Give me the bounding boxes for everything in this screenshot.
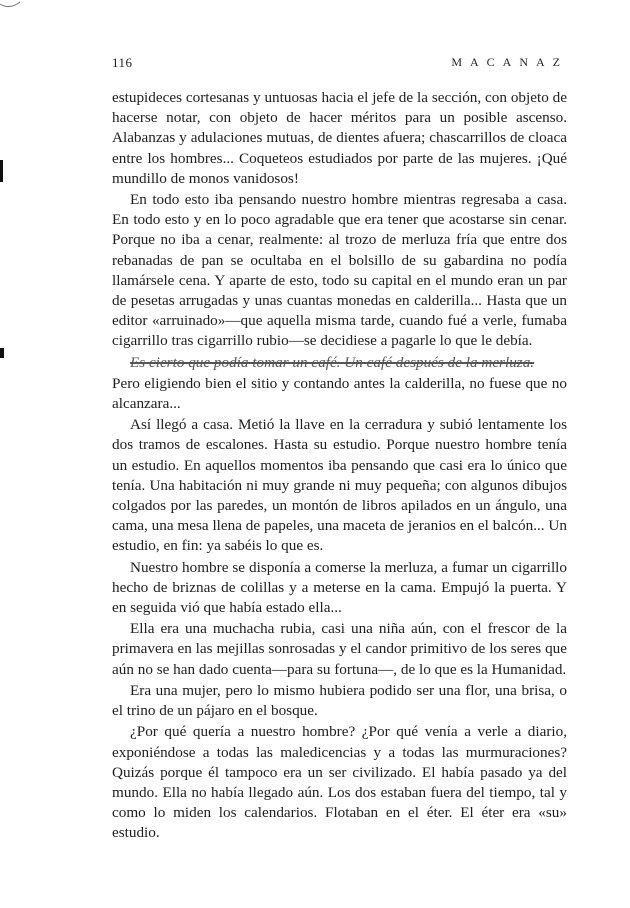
paragraph: En todo esto iba pensando nuestro hombre mientras regresaba a casa. En todo esto y en lo poco agradable que era tener que acostarse sin cenar. Porque no iba a cenar, realmente: al trozo de merluza fría que entre dos rebanadas de pan se ocultaba en el bolsillo de su gabardina no podía llamársele cena. Y aparte de esto, todo su capital en el mundo eran un par de pesetas arrugadas y unas cuantas monedas en calderilla... Hasta que un editor «arruinado»—que aquella misma tarde, cuando fué a verle, fumaba cigarrillo tras cigarrillo rubio—se decidiese a pagarle lo que le debía. [112,191,567,350]
struck-paragraph: Es cierto que podía tomar un café. Un café después de la merluza. [130,353,535,371]
paragraph: Nuestro hombre se disponía a comerse la merluza, a fumar un cigarrillo hecho de briznas de colillas y a meterse en la cama. Empujó la puerta. Y en seguida vió que había estado ella... [112,558,567,617]
paragraph: estupideces cortesanas y untuosas hacia el jefe de la sección, con objeto de hacerse notar, con objeto de hacer méritos para un posible ascenso. Alabanzas y adulaciones mutuas, de dientes afuera; chascarrillos de cloaca entre los hombres... Coqueteos estudiados por parte de las mujeres. ¡Qué mundillo de monos vanidosos! [112,89,567,187]
running-title: MACANAZ [451,55,568,69]
paragraph: Era una mujer, pero lo mismo hubiera podido ser una flor, una brisa, o el trino de un pájaro en el bosque. [112,681,567,720]
page-header [112,55,568,73]
paragraph: Ella era una muchacha rubia, casi una niña aún, con el frescor de la primavera en las mejillas sonrosadas y el candor primitivo de los seres que aún no se han dado cuenta—para su fortuna—, de lo que es la Humanidad. [112,620,567,678]
paragraph: ¿Por qué quería a nuestro hombre? ¿Por qué venía a verle a diario, exponiéndose a todas las maledicencias y a todas las murmuraciones? Quizás porque él tampoco era un ser civilizado. El había pasado ya del mundo. Ella no había llegado aún. Los dos estaban fuera del tiempo, tal y como lo miden los calendarios. Flotaban en el éter. El éter era «su» estudio. [112,723,567,842]
page-number: 116 [112,55,133,70]
paragraph: Así llegó a casa. Metió la llave en la cerradura y subió lentamente los dos tramos de escalones. Hasta su estudio. Porque nuestro hombre tenía un estudio. En aquellos momentos iba pensando que casi era lo único que tenía. Una habitación ni muy grande ni muy pequeña; con algunos dibujos colgados por las paredes, un montón de libros apilados en un ángulo, una cama, una mesa llena de papeles, una maceta de jeranios en el balcón... Un estudio, en fin: ya sabéis lo que es. [112,416,567,555]
body-text [112,88,567,844]
left-edge-scan-mark [0,160,3,182]
corner-scan-mark [0,0,24,12]
paragraph: Pero eligiendo bien el sitio y contando antes la calderilla, no fuese que no alcanzara... [112,374,567,413]
left-edge-scan-mark [0,348,4,358]
